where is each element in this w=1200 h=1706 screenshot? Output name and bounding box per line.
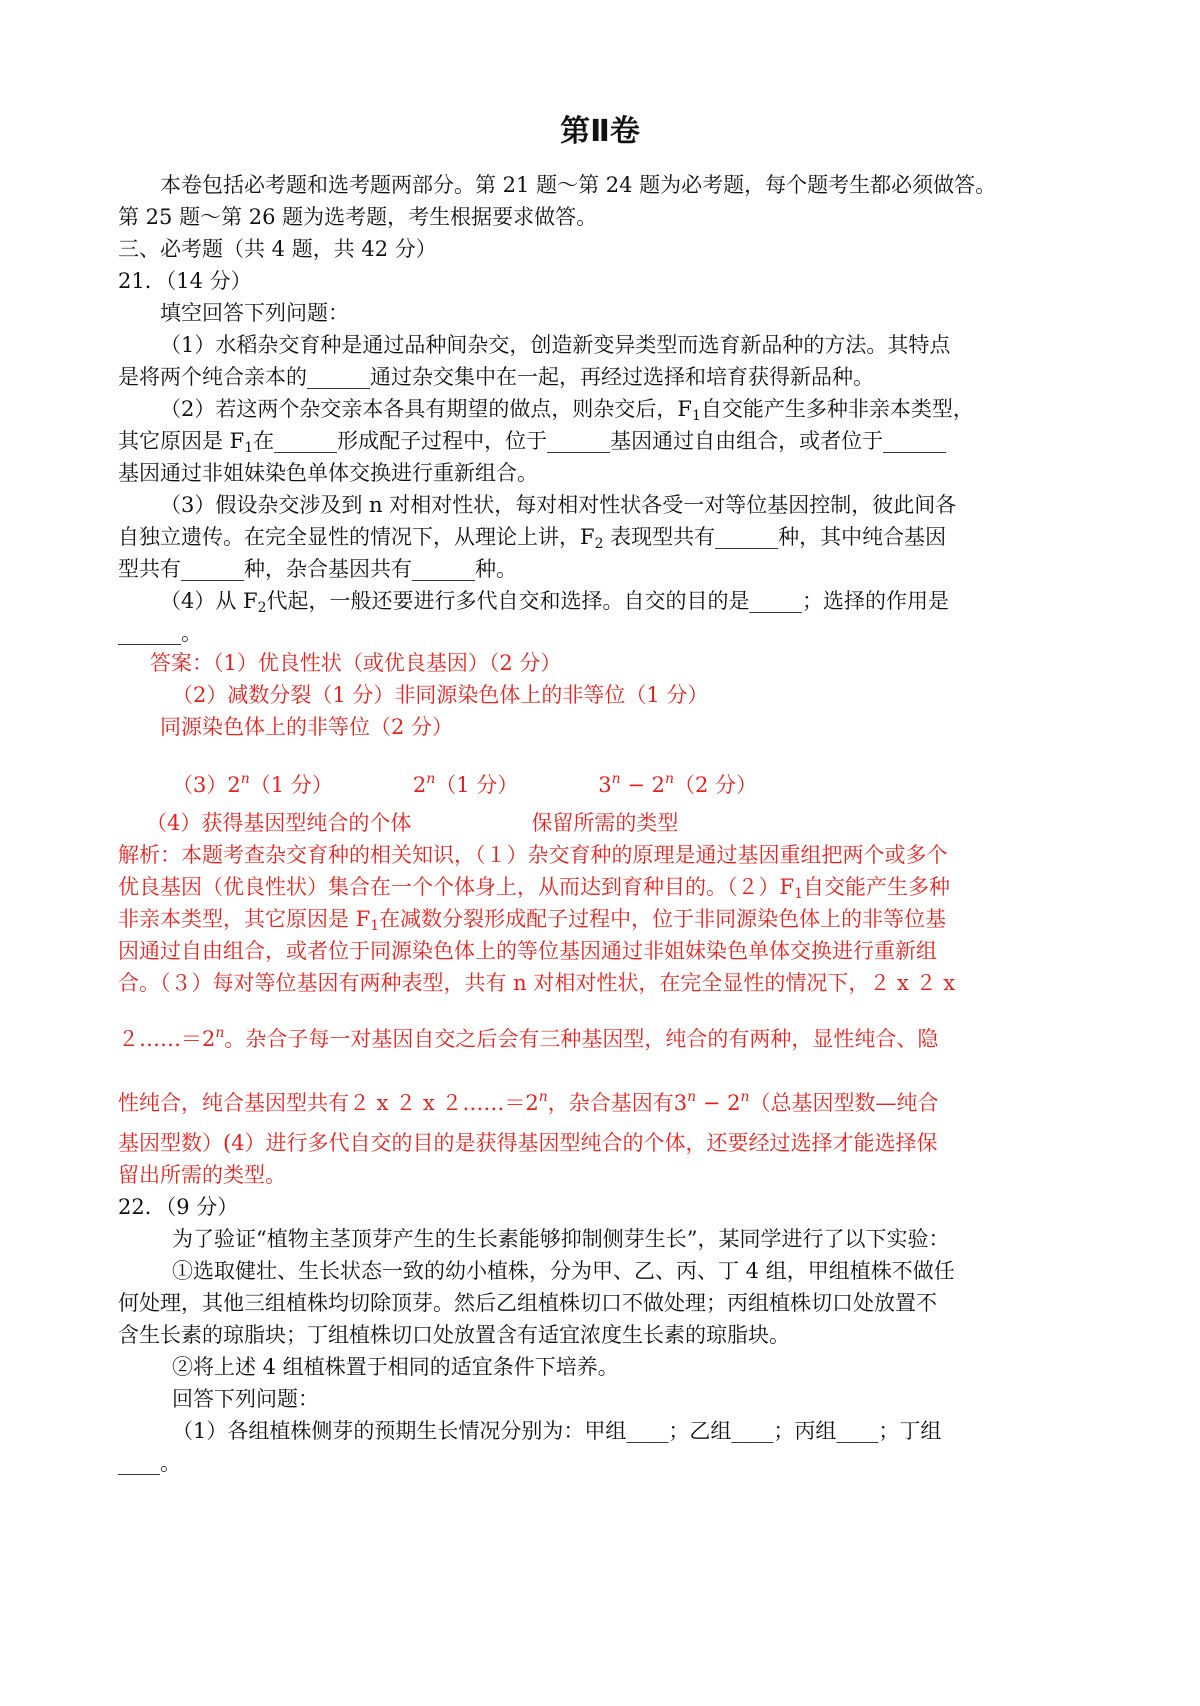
q21-p3-line2-text-a: 自独立遗传。在完全显性的情况下，从理论上讲，F bbox=[118, 525, 595, 549]
q21-p4-line1-text-a: （4）从 F bbox=[160, 589, 258, 613]
q21-analysis-line2-subscript: 1 bbox=[794, 886, 803, 902]
q21-p2-line2-text-a: 其它原因是 F bbox=[118, 429, 245, 453]
q21-analysis-line3-subscript: 1 bbox=[370, 918, 380, 934]
q22-step1-line3: 含生长素的琼脂块；丁组植株切口处放置含有适宜浓度生长素的琼脂块。 bbox=[118, 1323, 790, 1347]
q21-p2-line1-subscript: 1 bbox=[691, 408, 701, 424]
q21-analysis-line7-text-d: （总基因型数—纯合 bbox=[749, 1091, 939, 1115]
intro-line-2: 第 25 题～第 26 题为选考题，考生根据要求做答。 bbox=[118, 205, 598, 229]
q21-answer-3-exponent3b: n bbox=[665, 771, 675, 787]
q21-answer-3-label: （3） bbox=[172, 773, 228, 797]
q22-step2: ②将上述 4 组植株置于相同的适宜条件下培养。 bbox=[172, 1355, 619, 1379]
q21-analysis-line7-text-c: − 2 bbox=[696, 1091, 741, 1115]
q21-analysis-line7-value1: 2 bbox=[525, 1091, 539, 1115]
q21-p2-line3: 基因通过非姐妹染色单体交换进行重新组合。 bbox=[118, 461, 538, 485]
q21-p2-line1-text-b: 自交能产生多种非亲本类型， bbox=[700, 397, 974, 421]
q21-p2-line1-text-a: （2）若这两个杂交亲本各具有期望的做点，则杂交后，F bbox=[160, 397, 692, 421]
q21-answer-3 bbox=[172, 764, 757, 800]
q21-p3-line2-subscript: 2 bbox=[594, 536, 604, 552]
q22-step1-line2: 何处理，其他三组植株均切除顶芽。然后乙组植株切口不做处理；丙组植株切口处放置不 bbox=[118, 1291, 937, 1315]
q21-answer-3-value3b: − 2 bbox=[620, 773, 665, 797]
q21-answer-3-exponent2: n bbox=[426, 771, 436, 787]
q21-analysis-line4: 因通过自由组合，或者位于同源染色体上的等位基因通过非姐妹染色单体交换进行重新组 bbox=[118, 939, 937, 963]
q22-step1-line1: ①选取健壮、生长状态一致的幼小植株，分为甲、乙、丙、丁 4 组，甲组植株不做任 bbox=[172, 1259, 955, 1283]
q22-p1-line1: （1）各组植株侧芽的预期生长情况分别为：甲组____；乙组____；丙组____；丁组 bbox=[172, 1419, 942, 1443]
q21-p1-line2: 是将两个纯合亲本的______通过杂交集中在一起，再经过选择和培育获得新品种。 bbox=[118, 365, 874, 389]
q21-answer-4-text-b: 保留所需的类型 bbox=[531, 811, 679, 835]
q21-answer-3-score1: （1 分） bbox=[249, 773, 333, 797]
q21-analysis-line9: 留出所需的类型。 bbox=[118, 1163, 286, 1187]
intro-line-1: 本卷包括必考题和选考题两部分。第 21 题～第 24 题为必考题，每个题考生都必须做答。 bbox=[160, 173, 997, 197]
q21-analysis-line8: 基因型数）(4）进行多代自交的目的是获得基因型纯合的个体，还要经过选择才能选择保 bbox=[118, 1131, 938, 1155]
q21-analysis-line6-value: 2 bbox=[202, 1027, 216, 1051]
q21-answer-2b: 同源染色体上的非等位（2 分） bbox=[160, 715, 454, 739]
q21-answer-3-value2: 2 bbox=[412, 773, 427, 797]
q21-analysis-line7-exponent1: n bbox=[538, 1089, 548, 1105]
q21-answer-3-exponent1: n bbox=[240, 771, 250, 787]
q21-p3-line3: 型共有______种，杂合基因共有______种。 bbox=[118, 557, 517, 581]
q21-answer-3-score3: （2 分） bbox=[674, 773, 758, 797]
q21-answer-1: 答案：（1）优良性状（或优良基因）（2 分） bbox=[150, 651, 562, 675]
q21-p2-line2-subscript: 1 bbox=[244, 440, 254, 456]
q21-answer-3-exponent3a: n bbox=[611, 771, 621, 787]
q22-p1-line2: ____。 bbox=[118, 1451, 181, 1475]
q21-analysis-line3-text-a: 非亲本类型，其它原因是 F bbox=[118, 907, 371, 931]
q21-answer-4-text-a: （4）获得基因型纯合的个体 bbox=[146, 811, 412, 835]
q21-analysis-line7-exponent2: n bbox=[687, 1089, 697, 1105]
q21-answer-3-value3a: 3 bbox=[598, 773, 612, 797]
q21-analysis-line6-exponent: n bbox=[215, 1025, 225, 1041]
q21-p3-line2-text-b: 表现型共有______种，其中纯合基因 bbox=[603, 525, 947, 549]
q21-analysis-line3-text-b: 在减数分裂形成配子过程中，位于非同源染色体上的非等位基 bbox=[379, 907, 947, 931]
q21-answer-3-value1: 2 bbox=[227, 773, 241, 797]
q21-analysis-line7-exponent3: n bbox=[740, 1089, 750, 1105]
section-heading: 三、必考题（共 4 题，共 42 分） bbox=[118, 237, 437, 261]
q21-analysis-line7 bbox=[118, 1082, 939, 1118]
q21-analysis-line7-value2: 3 bbox=[673, 1091, 688, 1115]
q21-answer-2: （2）减数分裂（1 分）非同源染色体上的非等位（1 分） bbox=[172, 683, 709, 707]
q22-number: 22．（9 分） bbox=[118, 1195, 239, 1219]
q21-analysis-line2-text-a: 优良基因（优良性状）集合在一个个体身上，从而达到育种目的。（２）F bbox=[118, 875, 795, 899]
q21-answer-4 bbox=[146, 808, 678, 838]
page-title: 第Ⅱ卷 bbox=[560, 114, 640, 149]
q21-analysis-line6 bbox=[118, 1018, 938, 1054]
q21-analysis-line2-text-b: 自交能产生多种 bbox=[803, 875, 950, 899]
q21-analysis-line7-text-a: 性纯合，纯合基因型共有２ x ２ x ２……＝ bbox=[118, 1091, 526, 1115]
q21-p4-line2: ______。 bbox=[118, 621, 202, 645]
q21-p4-line1 bbox=[160, 586, 949, 623]
q21-number: 21．（14 分） bbox=[118, 269, 252, 293]
q21-p4-line1-text-b: 代起，一般还要进行多代自交和选择。自交的目的是_____；选择的作用是 bbox=[266, 589, 950, 613]
q21-p4-line1-subscript: 2 bbox=[257, 600, 267, 616]
q22-intro: 为了验证“植物主茎顶芽产生的生长素能够抑制侧芽生长”，某同学进行了以下实验： bbox=[172, 1227, 950, 1251]
q21-p2-line2-text-b: 在______形成配子过程中，位于______基因通过自由组合，或者位于______ bbox=[253, 429, 947, 453]
q21-answer-3-score2: （1 分） bbox=[435, 773, 519, 797]
q21-instruction: 填空回答下列问题： bbox=[160, 301, 349, 325]
q21-analysis-line6-text-a: ２……＝ bbox=[118, 1027, 202, 1051]
q21-analysis-line6-text-b: 。杂合子每一对基因自交之后会有三种基因型，纯合的有两种，显性纯合、隐 bbox=[224, 1027, 939, 1051]
q21-p3-line1: （3）假设杂交涉及到 n 对相对性状，每对相对性状各受一对等位基因控制，彼此间各 bbox=[160, 493, 957, 517]
q21-analysis-line7-text-b: ，杂合基因有 bbox=[547, 1091, 674, 1115]
q22-ask: 回答下列问题： bbox=[172, 1387, 319, 1411]
q21-analysis-line5: 合。（３）每对等位基因有两种表型，共有 n 对相对性状，在完全显性的情况下，２ x ２ x bbox=[118, 971, 956, 995]
q21-analysis-line1: 解析：本题考查杂交育种的相关知识，（１）杂交育种的原理是通过基因重组把两个或多个 bbox=[118, 843, 948, 867]
q21-p1-line1: （1）水稻杂交育种是通过品种间杂交，创造新变异类型而选育新品种的方法。其特点 bbox=[160, 333, 951, 357]
